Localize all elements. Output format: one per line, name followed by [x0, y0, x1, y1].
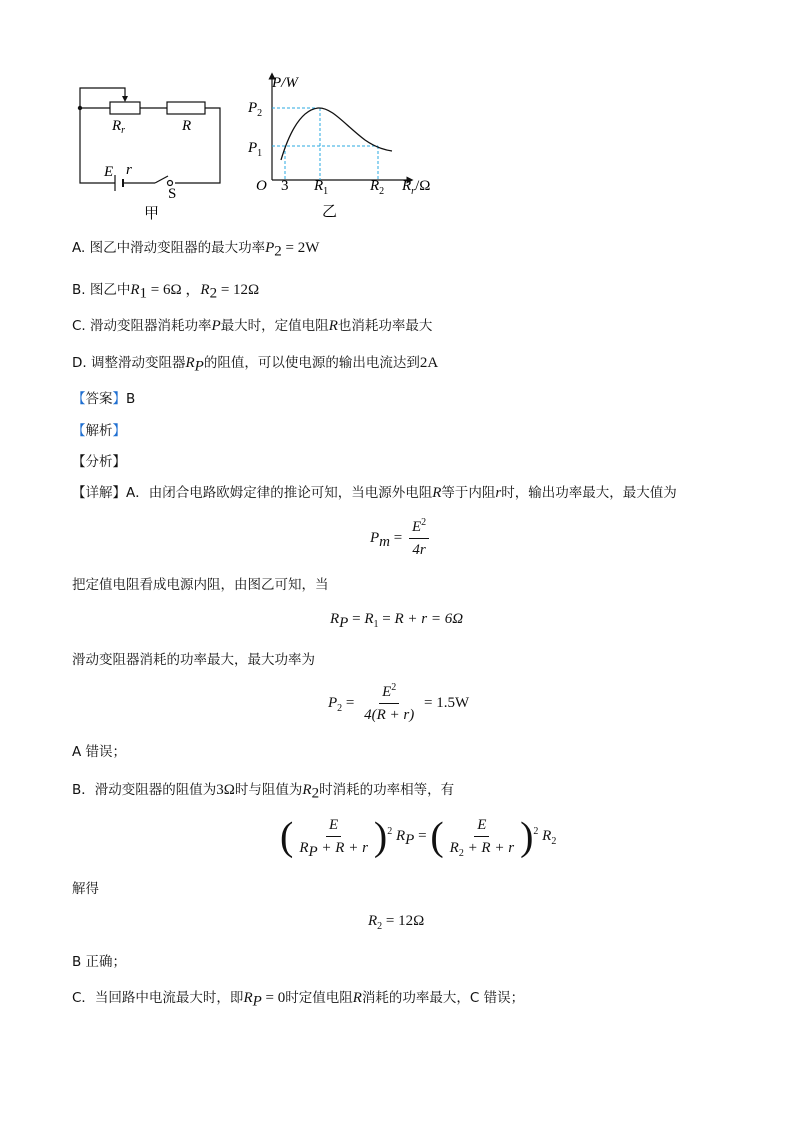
r2-label: $R_2$ — [370, 178, 385, 197]
answer-line: 【答案】B — [72, 391, 136, 407]
formula-balance: ( $\frac{E}{R_P + R + r}$ )$^2$ $R_P$ = ( $\frac{E}{R_2 + R + r}$ )$^2$ $R_2$ — [280, 813, 557, 860]
analysis-header: 【解析】 — [72, 423, 126, 439]
p2-label: $P_2$ — [248, 100, 263, 119]
graph-caption: 乙 — [322, 204, 338, 220]
e-label: E — [104, 164, 114, 180]
formula-r2: $R_2 = 12\Omega$ — [368, 913, 425, 932]
detail-b-conclusion: B 正确； — [72, 954, 127, 970]
power-graph — [240, 70, 450, 220]
answer-label: 答案 — [85, 391, 113, 407]
formula-p2: $P_2$ = $\frac{E^2}{4(R + r)}$ = 1.5W — [328, 682, 470, 723]
detail-a-text: 【详解】A．由闭合电路欧姆定律的推论可知，当电源外电阻R等于内阻r时，输出功率最大，最大值为 — [72, 485, 677, 501]
rr-sub: r — [121, 125, 126, 136]
option-c: C. 滑动变阻器消耗功率P最大时，定值电阻R也消耗功率最大 — [72, 318, 433, 334]
fenxi-header: 【分析】 — [72, 454, 126, 470]
circuit-diagram — [70, 78, 235, 223]
detail-b-text: B．滑动变阻器的阻值为3Ω时与阻值为$R_2$时消耗的功率相等，有 — [72, 782, 455, 802]
formula-rp: $R_P = R_1 = R + r = 6\Omega$ — [330, 611, 464, 631]
switch-label: S — [168, 186, 177, 202]
option-d: D. 调整滑动变阻器$R_P$的阻值，可以使电源的输出电流达到2A — [72, 355, 439, 375]
svg-text:Rr — [111, 118, 125, 136]
formula-pm: $P_m$ = $\frac{E^2}{4r}$ — [370, 518, 432, 559]
circuit-caption: 甲 — [144, 206, 160, 222]
detail-c-text: C．当回路中电流最大时，即$R_P = 0$时定值电阻R消耗的功率最大，C 错误； — [72, 990, 525, 1010]
y-axis-label: P/W — [272, 75, 298, 91]
origin-label: O — [256, 178, 267, 194]
tick-3-label: 3 — [281, 178, 289, 194]
slider-arrow-icon — [122, 96, 128, 102]
p1-label: $P_1$ — [248, 140, 263, 159]
option-b: B. 图乙中$R_1 = 6\Omega$ ，$R_2 = 12\Omega$ — [72, 282, 260, 302]
detail-solve-text: 解得 — [72, 881, 99, 897]
r1-label: $R_1$ — [314, 178, 329, 197]
internal-r-label: r — [126, 162, 132, 178]
r-label: R — [182, 118, 192, 134]
answer-value: B — [126, 391, 136, 407]
detail-equiv-text: 把定值电阻看成电源内阻，由图乙可知，当 — [72, 577, 329, 593]
option-a: A. 图乙中滑动变阻器的最大功率$P_2 = 2W$ — [72, 240, 320, 260]
x-axis-label: $R_r/\Omega$ — [402, 178, 431, 197]
detail-a-conclusion: A 错误； — [72, 744, 127, 760]
power-curve — [281, 108, 392, 160]
rr-label: R — [112, 118, 122, 134]
detail-max-text: 滑动变阻器消耗的功率最大，最大功率为 — [72, 652, 315, 668]
